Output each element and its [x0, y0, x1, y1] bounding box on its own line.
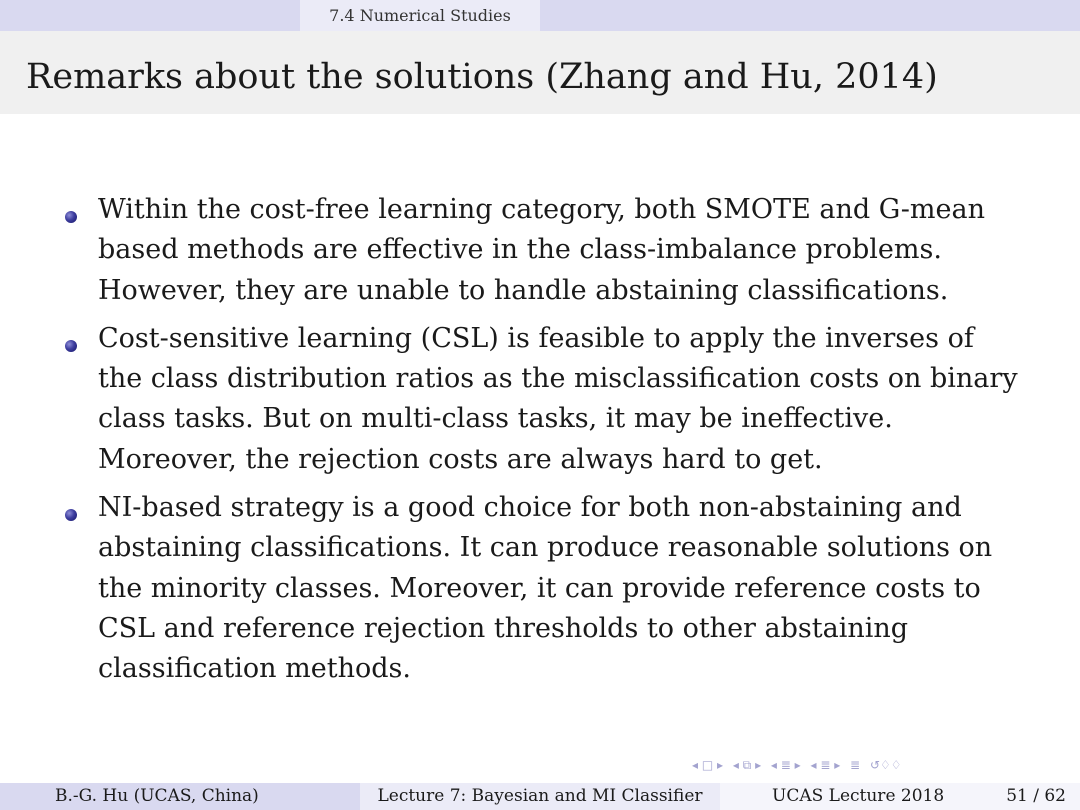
nav-align-icon[interactable]: ≣ [850, 758, 861, 772]
footer [0, 783, 1080, 810]
frame-title-bar [0, 31, 1080, 114]
footer-lecture-cell [360, 783, 720, 810]
bullet-line: Cost-sensitive learning (CSL) is feasible to apply the inverses of [98, 322, 974, 354]
bullet-line: based methods are effective in the class-imbalance problems. [98, 234, 942, 266]
bullet-line: NI-based strategy is a good choice for both non-abstaining and [98, 492, 962, 524]
footer-page-number: 51 / 62 [1006, 786, 1066, 806]
header-navigation-bar [0, 0, 1080, 31]
bullet-line: Moreover, the rejection costs are always hard to get. [98, 443, 823, 475]
nav-subsection-icon[interactable]: ◂ ⧉ ▸ [732, 758, 762, 772]
bullet-list [0, 190, 1080, 690]
nav-slide-icon[interactable]: ◂ ≣ ▸ [810, 758, 841, 772]
bullet-line: the minority classes. Moreover, it can provide reference costs to [98, 572, 981, 604]
footer-lecture: Lecture 7: Bayesian and MI Classifier [377, 786, 703, 806]
bullet-item [0, 190, 1080, 311]
bullet-icon [65, 509, 77, 521]
nav-search-icon[interactable]: ↺♢♢ [869, 758, 902, 772]
bullet-item [0, 488, 1080, 689]
bullet-item [0, 319, 1080, 480]
nav-frame-back-icon[interactable]: ◂ □ ▸ [692, 758, 724, 772]
bullet-line: the class distribution ratios as the misclassification costs on binary [98, 363, 1018, 395]
bullet-icon [65, 340, 77, 352]
bullet-line: classification methods. [98, 653, 411, 685]
slide-content [0, 190, 1080, 698]
navigation-symbols [692, 758, 908, 778]
footer-author-cell [0, 783, 360, 810]
nav-section-icon[interactable]: ◂ ≣ ▸ [770, 758, 801, 772]
footer-right-cell [720, 783, 1080, 810]
footer-event: UCAS Lecture 2018 [772, 786, 945, 806]
bullet-line: Within the cost-free learning category, both SMOTE and G-mean [98, 194, 985, 225]
section-title[interactable]: 7.4 Numerical Studies [300, 0, 540, 31]
bullet-line: abstaining classifications. It can produce reasonable solutions on [98, 532, 993, 564]
frame-title: Remarks about the solutions (Zhang and Hu, 2014) [26, 57, 938, 97]
bullet-line: class tasks. But on multi-class tasks, it may be ineffective. [98, 403, 893, 435]
bullet-icon [65, 211, 77, 223]
footer-author: B.-G. Hu (UCAS, China) [55, 786, 259, 806]
bullet-line: CSL and reference rejection thresholds to other abstaining [98, 612, 909, 644]
bullet-line: However, they are unable to handle abstaining classifications. [98, 274, 949, 306]
